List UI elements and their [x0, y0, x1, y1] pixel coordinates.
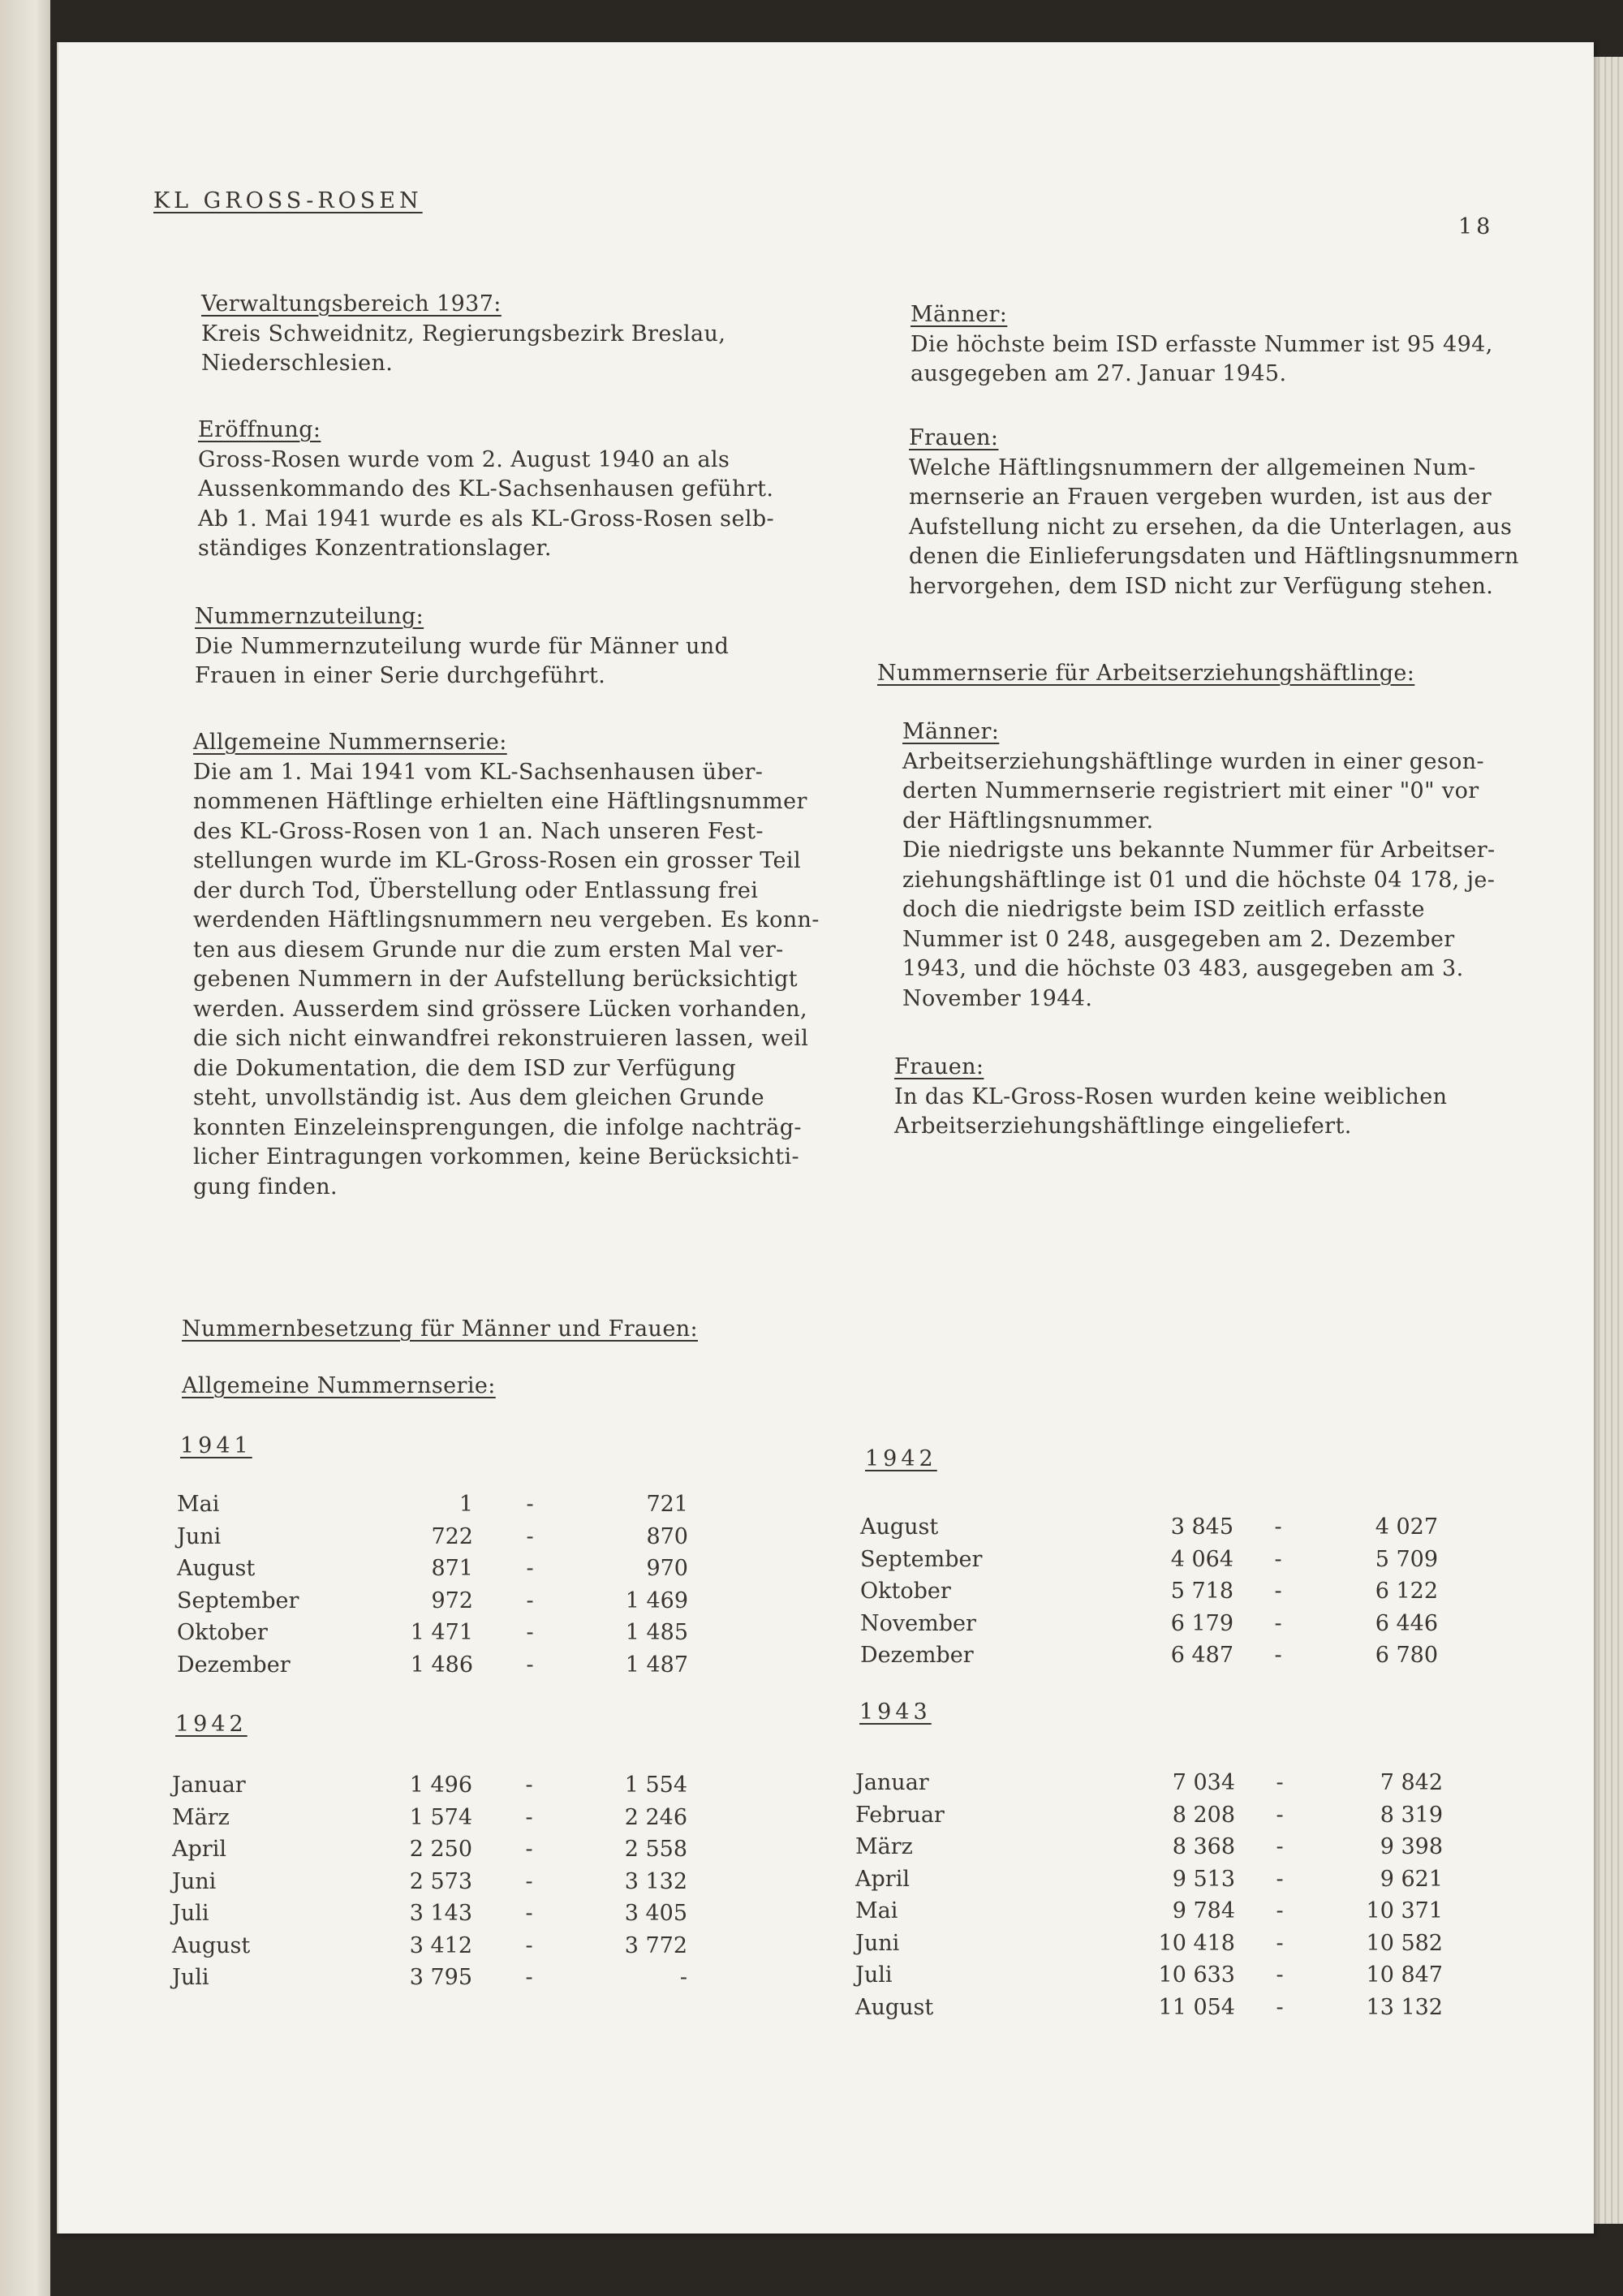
heading-arbeitserziehung: Nummernserie für Arbeitserziehungshäftlinge:: [877, 661, 1415, 686]
section-text: Die höchste beim ISD erfasste Nummer ist 95 494, ausgegeben am 27. Januar 1945.: [911, 331, 1493, 386]
range-from-cell: 722: [431, 1523, 473, 1549]
month-cell: August: [855, 1994, 934, 2020]
range-to-cell: 4 027: [1375, 1514, 1438, 1540]
range-from-cell: 3 412: [409, 1932, 472, 1958]
page-header-title: KL GROSS-ROSEN: [153, 188, 423, 213]
section-heading: Nummernzuteilung:: [195, 604, 424, 629]
section-heading: Frauen:: [894, 1054, 984, 1079]
table-row: [860, 1544, 1438, 1576]
range-dash-cell: -: [525, 1773, 533, 1798]
range-dash-cell: -: [525, 1837, 533, 1862]
section-maenner: [911, 300, 1576, 390]
section-heading: Eröffnung:: [198, 417, 321, 442]
range-to-cell: 3 772: [624, 1932, 687, 1958]
range-from-cell: 1 574: [409, 1804, 472, 1830]
year-label: 1943: [859, 1699, 932, 1725]
range-dash-cell: -: [525, 1804, 533, 1830]
range-from-cell: 2 250: [409, 1837, 472, 1862]
table-row: [177, 1488, 688, 1521]
range-from-cell: 8 368: [1172, 1834, 1235, 1859]
range-from-cell: 10 418: [1158, 1930, 1235, 1956]
table-row: [855, 1863, 1443, 1896]
section-text: Gross-Rosen wurde vom 2. August 1940 an als Aussenkommando des KL-Sachsenhausen geführt. Ab 1. Mai 1941 wurde es als KL-Gross-Rosen selb- ständiges Konzentrationslager.: [198, 446, 775, 561]
range-to-cell: 8 319: [1380, 1802, 1443, 1828]
range-to-cell: -: [679, 1965, 687, 1990]
month-cell: Oktober: [860, 1579, 951, 1604]
heading-allgemeine-nummernserie: Allgemeine Nummernserie:: [182, 1373, 496, 1398]
section-heading: Verwaltungsbereich 1937:: [201, 291, 502, 317]
heading-nummernbesetzung: Nummernbesetzung für Männer und Frauen:: [182, 1316, 699, 1342]
table-row: [855, 1895, 1443, 1928]
month-cell: März: [172, 1804, 230, 1830]
range-dash-cell: -: [1274, 1579, 1282, 1604]
table-row: [172, 1962, 687, 1994]
section-frauen: [909, 424, 1574, 601]
table-row: [855, 1831, 1443, 1863]
table-row: [172, 1833, 687, 1866]
range-dash-cell: -: [526, 1523, 534, 1549]
range-from-cell: 1 496: [409, 1773, 472, 1798]
range-from-cell: 11 054: [1158, 1994, 1235, 2020]
table-row: [855, 1992, 1443, 2024]
range-from-cell: 871: [431, 1556, 473, 1581]
section-allgemeine-nummernserie: [193, 728, 867, 1202]
year-label: 1941: [180, 1433, 252, 1458]
month-cell: September: [860, 1546, 983, 1572]
table-row: [172, 1930, 687, 1962]
section-heading: Frauen:: [909, 425, 999, 450]
table-row: [172, 1898, 687, 1930]
month-cell: Juni: [172, 1868, 217, 1894]
range-to-cell: 7 842: [1380, 1770, 1443, 1795]
month-cell: August: [172, 1932, 251, 1958]
range-to-cell: 2 246: [624, 1804, 687, 1830]
document-page: [57, 42, 1594, 2234]
range-dash-cell: -: [1274, 1546, 1282, 1572]
number-table-1943: [855, 1767, 1443, 2023]
range-dash-cell: -: [1276, 1898, 1284, 1923]
range-dash-cell: -: [1274, 1610, 1282, 1636]
month-cell: Juni: [177, 1523, 222, 1549]
range-dash-cell: -: [525, 1932, 533, 1958]
table-row: [860, 1511, 1438, 1544]
month-cell: April: [172, 1837, 226, 1862]
range-dash-cell: -: [1276, 1802, 1284, 1828]
range-to-cell: 6 446: [1375, 1610, 1438, 1636]
section-text: Welche Häftlingsnummern der allgemeinen Num- mernserie an Frauen vergeben wurden, ist aus der Aufstellung nicht zu ersehen, da die Unterlagen, aus denen die Einlieferungsdaten und Häftlingsnummern hervorgehen, dem ISD nicht zur Verfügung stehen.: [909, 454, 1519, 599]
table-row: [860, 1575, 1438, 1608]
range-to-cell: 9 621: [1380, 1866, 1443, 1892]
table-row: [860, 1639, 1438, 1672]
section-text: In das KL-Gross-Rosen wurden keine weiblichen Arbeitserziehungshäftlinge eingeliefert.: [894, 1083, 1448, 1139]
range-dash-cell: -: [526, 1492, 534, 1517]
year-label: 1942: [175, 1712, 248, 1737]
table-row: [855, 1959, 1443, 1992]
range-dash-cell: -: [525, 1868, 533, 1894]
year-label: 1942: [865, 1446, 937, 1471]
range-to-cell: 3 405: [624, 1901, 687, 1926]
table-row: [177, 1617, 688, 1649]
month-cell: November: [860, 1610, 976, 1636]
range-from-cell: 6 487: [1170, 1643, 1233, 1668]
range-to-cell: 9 398: [1380, 1834, 1443, 1859]
range-from-cell: 9 784: [1172, 1898, 1235, 1923]
range-from-cell: 972: [431, 1587, 473, 1613]
table-row: [855, 1928, 1443, 1960]
range-from-cell: 4 064: [1170, 1546, 1233, 1572]
number-table-1942-part1: [172, 1769, 687, 1994]
section-text: Die Nummernzuteilung wurde für Männer und Frauen in einer Serie durchgeführt.: [195, 633, 730, 688]
range-dash-cell: -: [1274, 1643, 1282, 1668]
month-cell: Januar: [172, 1773, 246, 1798]
number-table-1941: [177, 1488, 688, 1681]
range-dash-cell: -: [525, 1901, 533, 1926]
range-to-cell: 1 554: [624, 1773, 687, 1798]
table-row: [860, 1608, 1438, 1640]
range-to-cell: 10 582: [1366, 1930, 1443, 1956]
range-from-cell: 10 633: [1158, 1962, 1235, 1988]
range-from-cell: 6 179: [1170, 1610, 1233, 1636]
table-row: [172, 1866, 687, 1898]
table-row: [177, 1649, 688, 1682]
range-from-cell: 1: [458, 1492, 473, 1517]
section-heading: Männer:: [902, 719, 1000, 744]
month-cell: September: [177, 1587, 299, 1613]
month-cell: Oktober: [177, 1620, 268, 1645]
section-arbeit-frauen: [894, 1053, 1560, 1142]
table-row: [172, 1769, 687, 1802]
section-text: Die am 1. Mai 1941 vom KL-Sachsenhausen über- nommenen Häftlinge erhielten eine Häftlingsnummer des KL-Gross-Rosen von 1 an. Nach unseren Fest- stellungen wurde im KL-Gross-Rosen ein grosser Teil der durch Tod, Überstellung oder Entlassung frei werdenden Häftlingsnummern neu vergeben. Es konn- ten aus diesem Grunde nur die zum ersten Mal ver- gebenen Nummern in der Aufstellung berücksichtigt werden. Ausserdem sind grössere Lücken vorhanden, die sich nicht einwandfrei rekonstruieren lassen, weil die Dokumentation, die dem ISD zur Verfügung steht, unvollständig ist. Aus dem gleichen Grunde konnten Einzeleinsprengungen, die infolge nachträg- licher Eintragungen vorkommen, keine Berücksichti- gung finden.: [193, 759, 820, 1200]
section-verwaltungsbereich: [201, 290, 850, 379]
section-eroeffnung: [198, 416, 847, 564]
month-cell: August: [177, 1556, 256, 1581]
table-row: [177, 1585, 688, 1618]
range-to-cell: 5 709: [1375, 1546, 1438, 1572]
range-dash-cell: -: [1276, 1834, 1284, 1859]
month-cell: Juli: [172, 1901, 209, 1926]
range-to-cell: 1 469: [625, 1587, 688, 1613]
section-nummernzuteilung: [195, 602, 844, 691]
table-row: [177, 1553, 688, 1585]
range-to-cell: 10 847: [1366, 1962, 1443, 1988]
month-cell: Dezember: [860, 1643, 974, 1668]
range-from-cell: 1 471: [410, 1620, 473, 1645]
month-cell: August: [860, 1514, 939, 1540]
month-cell: Februar: [855, 1802, 945, 1828]
month-cell: Juli: [172, 1965, 209, 1990]
number-table-1942-part2: [860, 1511, 1438, 1672]
table-row: [855, 1799, 1443, 1832]
range-from-cell: 3 845: [1170, 1514, 1233, 1540]
section-text: Kreis Schweidnitz, Regierungsbezirk Breslau, Niederschlesien.: [201, 321, 726, 376]
range-to-cell: 1 487: [625, 1652, 688, 1678]
range-to-cell: 1 485: [625, 1620, 688, 1645]
range-dash-cell: -: [525, 1965, 533, 1990]
range-dash-cell: -: [1276, 1866, 1284, 1892]
table-row: [177, 1521, 688, 1553]
range-from-cell: 3 143: [409, 1901, 472, 1926]
month-cell: Januar: [855, 1770, 929, 1795]
range-to-cell: 970: [646, 1556, 688, 1581]
range-to-cell: 2 558: [624, 1837, 687, 1862]
range-from-cell: 5 718: [1170, 1579, 1233, 1604]
range-to-cell: 870: [646, 1523, 688, 1549]
range-from-cell: 3 795: [409, 1965, 472, 1990]
section-text: Arbeitserziehungshäftlinge wurden in einer geson- derten Nummernserie registriert mit einer "0" vor der Häftlingsnummer. Die niedrigste uns bekannte Nummer für Arbeitser- ziehungshäftlinge ist 01 und die höchste 04 178, je- doch die niedrigste beim ISD zeitlich erfasste Nummer ist 0 248, ausgegeben am 2. Dezember 1943, und die höchste 03 483, ausgegeben am 3. November 1944.: [902, 748, 1496, 1011]
range-from-cell: 1 486: [410, 1652, 473, 1678]
range-to-cell: 3 132: [624, 1868, 687, 1894]
range-to-cell: 6 780: [1375, 1643, 1438, 1668]
range-dash-cell: -: [526, 1556, 534, 1581]
range-dash-cell: -: [1274, 1514, 1282, 1540]
month-cell: April: [855, 1866, 910, 1892]
previous-page-edge: [0, 0, 50, 2296]
page-number: 18: [1458, 214, 1495, 239]
month-cell: Juli: [855, 1962, 893, 1988]
range-from-cell: 9 513: [1172, 1866, 1235, 1892]
month-cell: Dezember: [177, 1652, 291, 1678]
month-cell: März: [855, 1834, 913, 1859]
table-row: [855, 1767, 1443, 1799]
range-from-cell: 2 573: [409, 1868, 472, 1894]
range-dash-cell: -: [526, 1587, 534, 1613]
range-dash-cell: -: [1276, 1770, 1284, 1795]
section-heading: Allgemeine Nummernserie:: [193, 730, 507, 755]
range-to-cell: 721: [646, 1492, 688, 1517]
range-dash-cell: -: [526, 1620, 534, 1645]
range-dash-cell: -: [1276, 1994, 1284, 2020]
section-heading: Männer:: [911, 302, 1008, 327]
range-to-cell: 6 122: [1375, 1579, 1438, 1604]
range-dash-cell: -: [1276, 1962, 1284, 1988]
month-cell: Juni: [855, 1930, 900, 1956]
range-dash-cell: -: [1276, 1930, 1284, 1956]
section-arbeit-maenner: [902, 717, 1568, 1014]
table-row: [172, 1802, 687, 1834]
range-dash-cell: -: [526, 1652, 534, 1678]
month-cell: Mai: [177, 1492, 220, 1517]
month-cell: Mai: [855, 1898, 898, 1923]
range-from-cell: 7 034: [1172, 1770, 1235, 1795]
range-from-cell: 8 208: [1172, 1802, 1235, 1828]
range-to-cell: 10 371: [1366, 1898, 1443, 1923]
range-to-cell: 13 132: [1366, 1994, 1443, 2020]
